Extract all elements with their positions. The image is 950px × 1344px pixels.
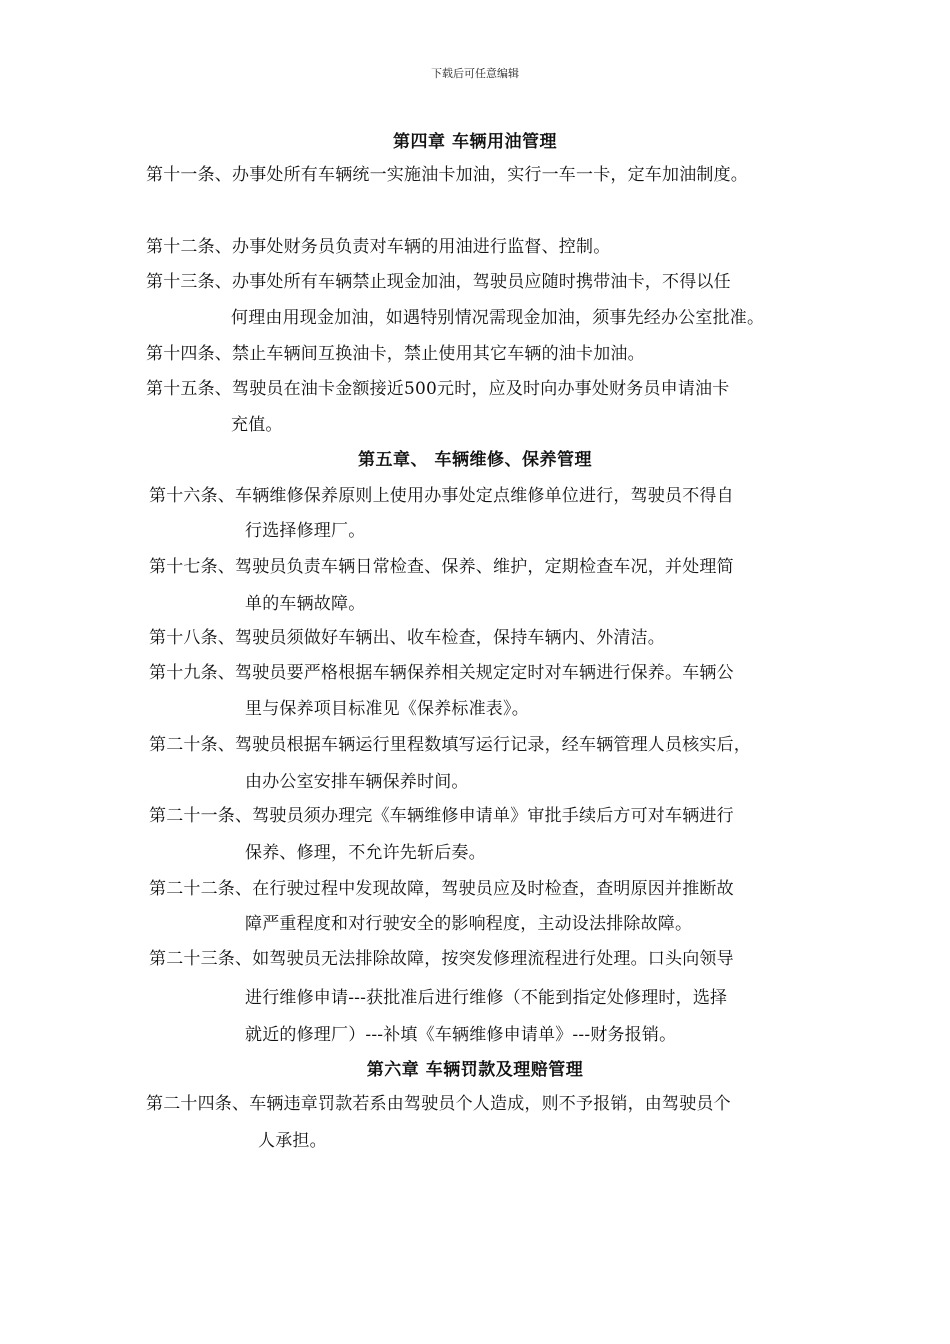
- article-21-cont: 保养、修理，不允许先斩后奏。: [245, 843, 486, 863]
- article-number: 第二十四条、: [146, 1094, 250, 1114]
- article-17-cont: 单的车辆故障。: [245, 594, 366, 614]
- article-text: 车辆违章罚款若系由驾驶员个人造成，则不予报销，由驾驶员个: [249, 1094, 731, 1114]
- article-number: 第十四条、: [146, 344, 232, 364]
- article-23: [149, 944, 734, 969]
- article-23-cont-1: 进行维修申请---获批准后进行维修（不能到指定处修理时，选择: [245, 988, 728, 1008]
- article-17: [149, 552, 734, 577]
- article-text: 禁止车辆间互换油卡，禁止使用其它车辆的油卡加油。: [232, 344, 645, 364]
- article-number: 第二十一条、: [149, 806, 253, 826]
- article-text: 在行驶过程中发现故障，驾驶员应及时检查，查明原因并推断故: [252, 879, 734, 899]
- article-22-cont: 障严重程度和对行驶安全的影响程度，主动设法排除故障。: [245, 914, 693, 934]
- article-18: [149, 623, 665, 648]
- article-23-cont-2: 就近的修理厂）---补填《车辆维修申请单》---财务报销。: [245, 1025, 677, 1045]
- article-16: [149, 481, 734, 506]
- article-number: 第二十条、: [149, 735, 235, 755]
- article-12: [146, 232, 610, 257]
- article-text: 驾驶员要严格根据车辆保养相关规定定时对车辆进行保养。车辆公: [235, 663, 734, 683]
- article-16-cont: 行选择修理厂。: [245, 521, 366, 541]
- article-text: 驾驶员根据车辆运行里程数填写运行记录，经车辆管理人员核实后，: [235, 735, 751, 755]
- article-number: 第二十三条、: [149, 949, 253, 969]
- article-11: [146, 160, 748, 185]
- article-number: 第十八条、: [149, 628, 235, 648]
- article-text: 如驾驶员无法排除故障，按突发修理流程进行处理。口头向领导: [252, 949, 734, 969]
- article-24: [146, 1089, 731, 1114]
- article-24-cont: 人承担。: [258, 1131, 327, 1151]
- article-22: [149, 874, 734, 899]
- article-21: [149, 801, 734, 826]
- article-13-cont: 何理由用现金加油，如遇特别情况需现金加油，须事先经办公室批准。: [231, 308, 765, 328]
- article-text: 车辆维修保养原则上使用办事处定点维修单位进行，驾驶员不得自: [235, 486, 734, 506]
- chapter-5-title: 第五章、 车辆维修、保养管理: [358, 450, 592, 470]
- article-number: 第十九条、: [149, 663, 235, 683]
- article-text: 驾驶员在油卡金额接近500元时，应及时向办事处财务员申请油卡: [232, 379, 730, 399]
- chapter-6-title: 第六章 车辆罚款及理赔管理: [366, 1060, 584, 1080]
- article-number: 第十三条、: [146, 272, 232, 292]
- article-text: 办事处财务员负责对车辆的用油进行监督、控制。: [232, 237, 611, 257]
- article-20-cont: 由办公室安排车辆保养时间。: [245, 772, 469, 792]
- article-13: [146, 267, 731, 292]
- article-number: 第十六条、: [149, 486, 235, 506]
- article-20: [149, 730, 751, 755]
- article-number: 第十一条、: [146, 165, 232, 185]
- article-number: 第十七条、: [149, 557, 235, 577]
- article-text: 办事处所有车辆统一实施油卡加油，实行一车一卡，定车加油制度。: [232, 165, 748, 185]
- article-text: 驾驶员须办理完《车辆维修申请单》审批手续后方可对车辆进行: [252, 806, 734, 826]
- article-19: [149, 658, 734, 683]
- article-15: [146, 374, 729, 399]
- article-text: 驾驶员负责车辆日常检查、保养、维护，定期检查车况，并处理简: [235, 557, 734, 577]
- article-number: 第二十二条、: [149, 879, 253, 899]
- article-number: 第十五条、: [146, 379, 232, 399]
- chapter-4-title: 第四章 车辆用油管理: [393, 132, 557, 152]
- page-header: 下载后可任意编辑: [431, 67, 519, 80]
- article-number: 第十二条、: [146, 237, 232, 257]
- article-text: 办事处所有车辆禁止现金加油，驾驶员应随时携带油卡，不得以任: [232, 272, 731, 292]
- article-19-cont: 里与保养项目标准见《保养标准表》。: [245, 699, 529, 719]
- article-15-cont: 充值。: [231, 415, 283, 435]
- article-text: 驾驶员须做好车辆出、收车检查，保持车辆内、外清洁。: [235, 628, 665, 648]
- article-14: [146, 339, 645, 364]
